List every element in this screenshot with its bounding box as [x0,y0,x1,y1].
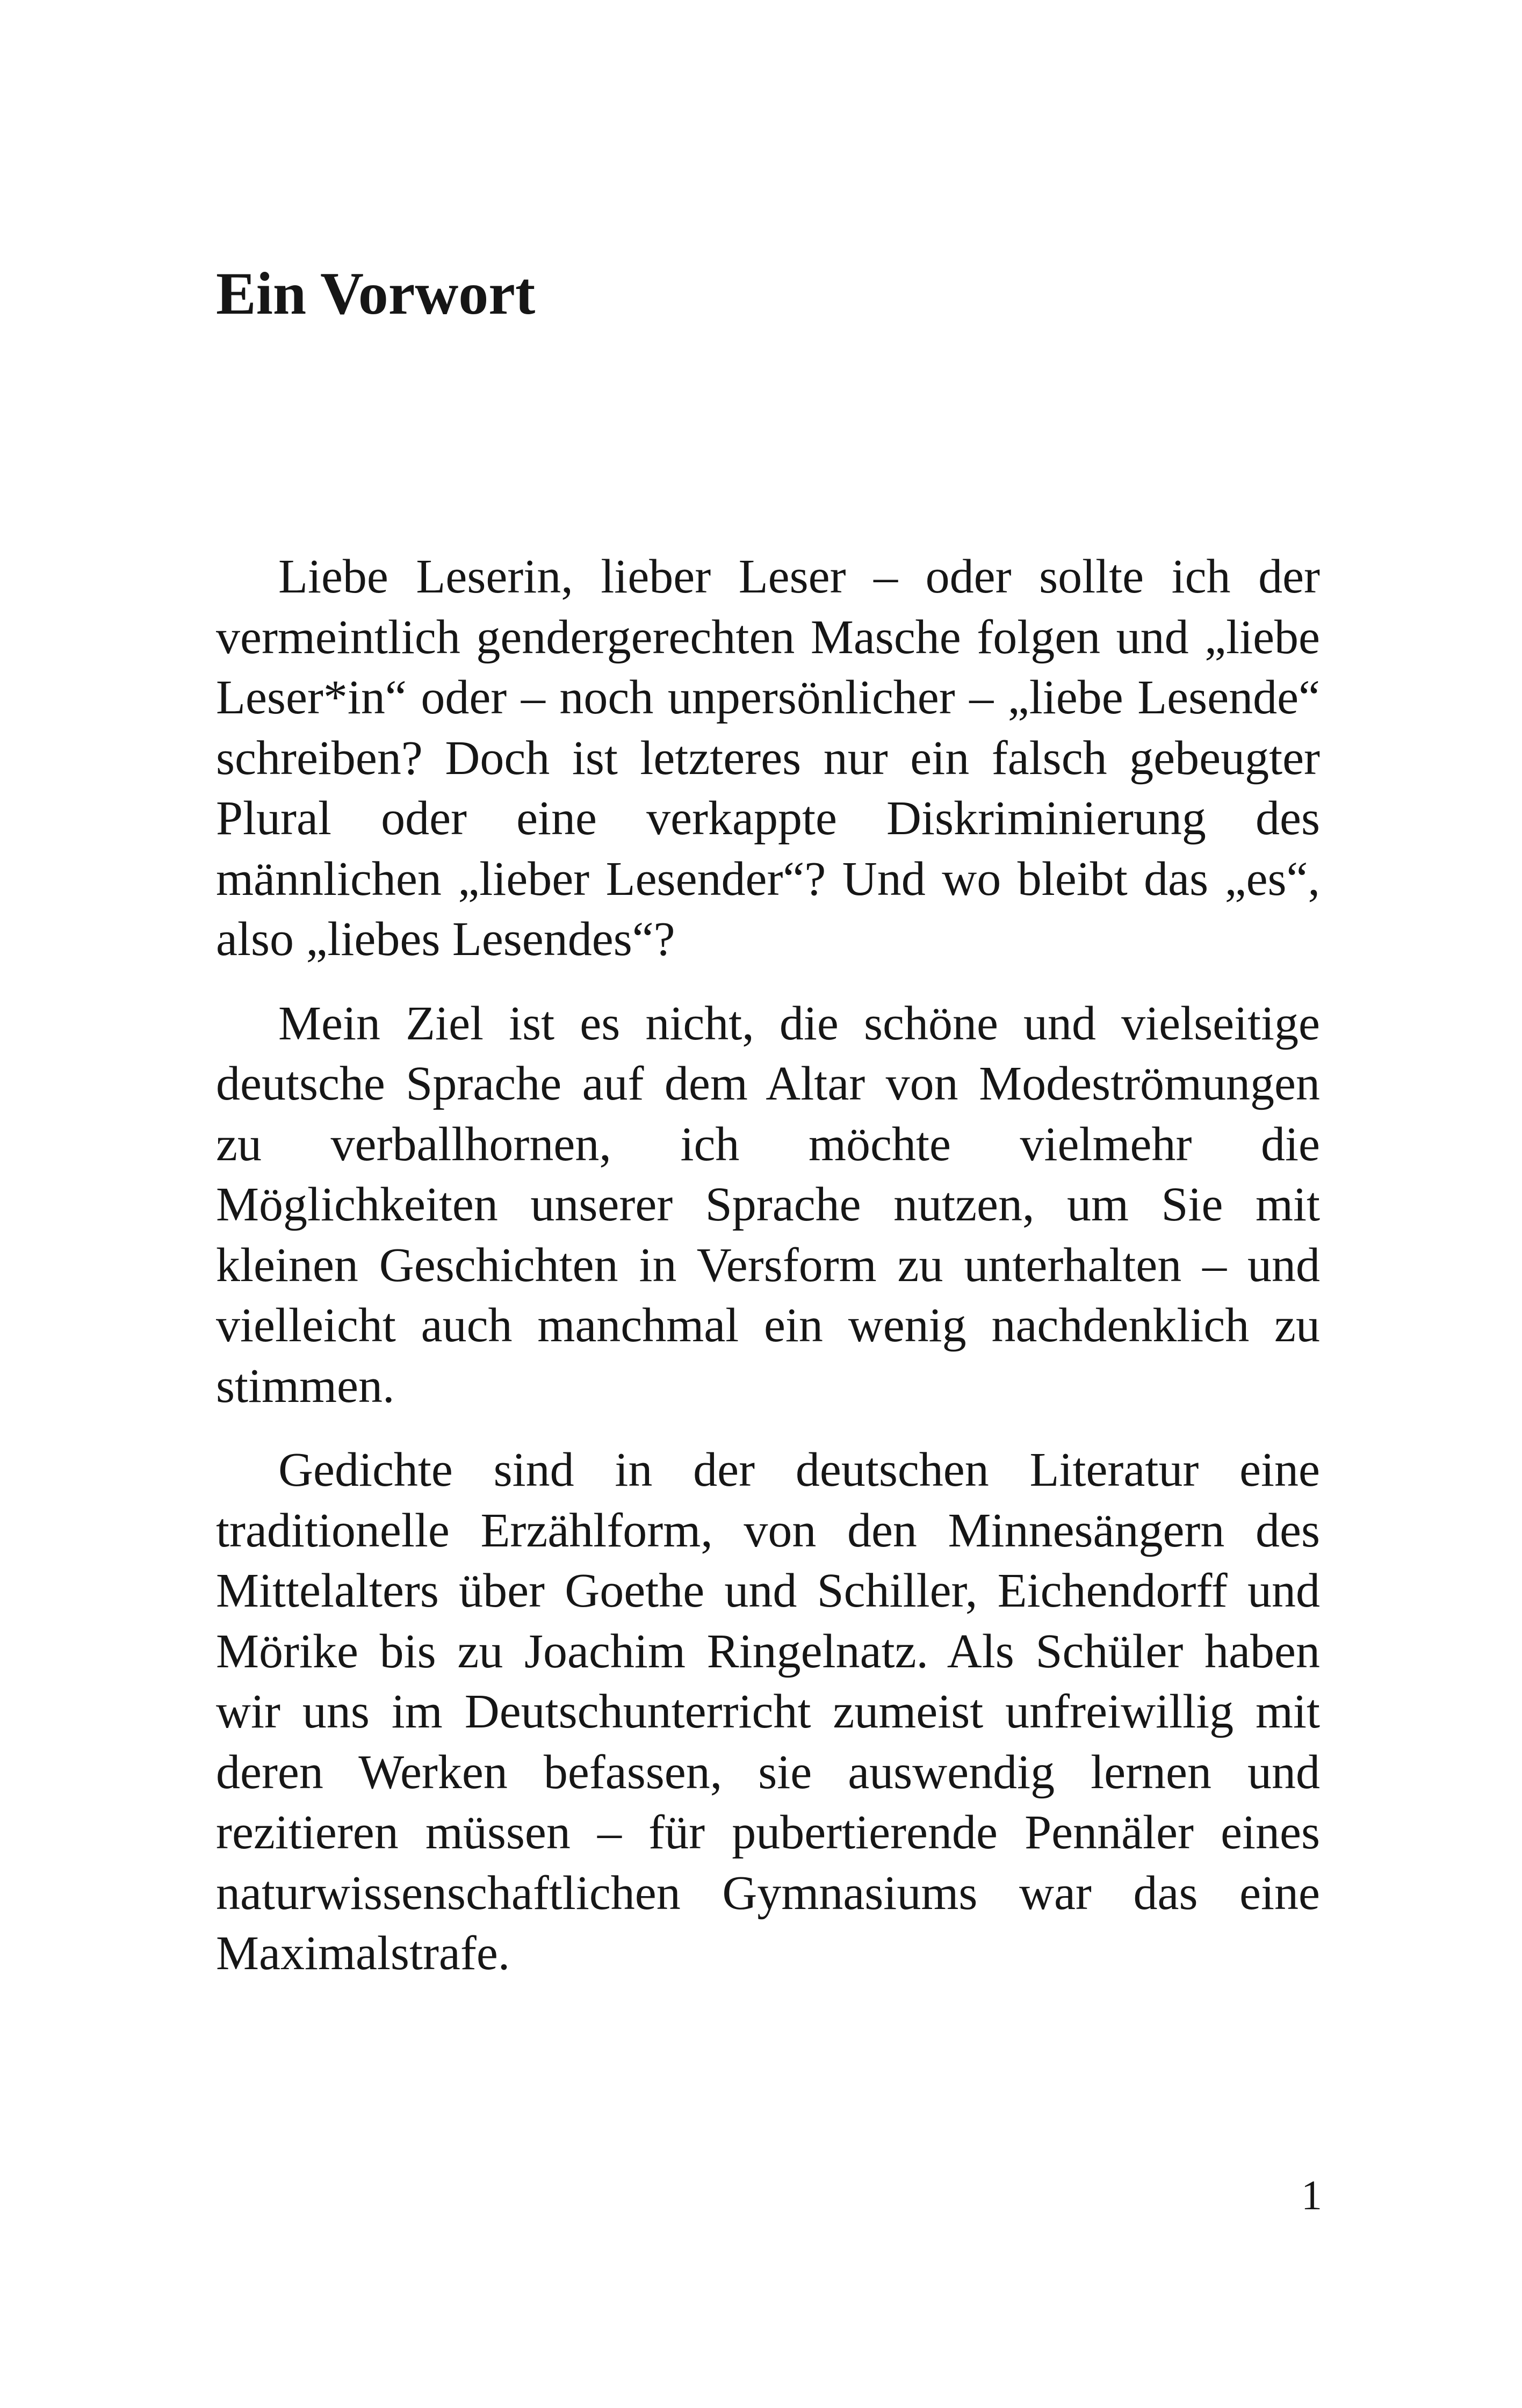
paragraph-3: Gedichte sind in der deutschen Literatur eine traditionelle Erzählform, von den Minnesängern des Mittelalters über Goethe und Schiller, Eichendorff und Mörike bis zu Joachim Ringelnatz. Als Schüler haben wir uns im Deutschunterricht zumeist unfreiwillig mit deren Werken befassen, sie auswendig lernen und rezitieren müssen – für pubertierende Pennäler eines naturwissenschaftlichen Gymnasiums war das eine Maximalstrafe. [216,1443,1320,1980]
paragraph-2: Mein Ziel ist es nicht, die schöne und vielseitige deutsche Sprache auf dem Altar von Modeströmungen zu verballhornen, ich möchte vielmehr die Möglichkeiten unserer Sprache nutzen, um Sie mit kleinen Geschichten in Versform zu unterhalten – und vielleicht auch manchmal ein wenig nachdenklich zu stimmen. [216,996,1320,1413]
chapter-title: Ein Vorwort [216,261,536,327]
paragraph-1: Liebe Leserin, lieber Leser – oder sollte ich der vermeintlich gendergerechten Masche folgen und „liebe Leser*in“ oder – noch unpersönlicher – „liebe Lesende“ schreiben? Doch ist letzteres nur ein falsch gebeugter Plural oder eine verkappte Diskriminierung des männlichen „lieber Lesender“? Und wo bleibt das „es“, also „liebes Lesendes“? [216,550,1320,966]
page-number: 1 [1301,2172,1322,2218]
body-text [216,547,1320,2008]
